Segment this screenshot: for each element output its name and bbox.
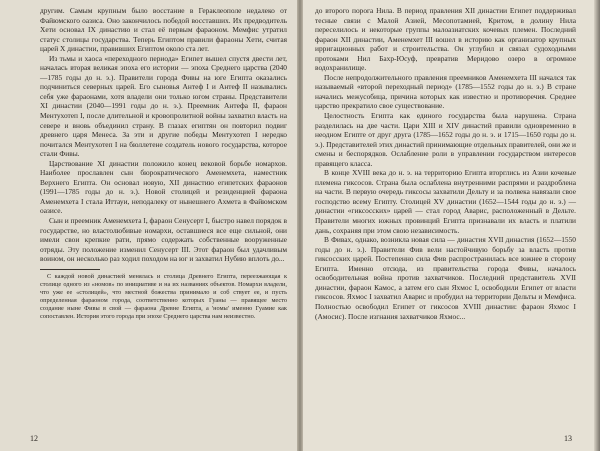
page-edge (594, 0, 600, 451)
page-number-left: 12 (30, 434, 38, 443)
left-paragraph-2: Из тьмы и хаоса «переходного периода» Египет вышел спустя двести лет, началась вторая великая эпоха его истории — эпоха Среднего царства (2040—1785 годы до н. э.). Правители города Фивы на юге Египта оказались подчиниться северных царей. Его сыновья Антеф I и Антеф II назывались себя уже фараонами, хотя владели они только югом страны. Представители XI династии (2040—1991 годы до н. э.). Преемник Антефа II, фараон Ментухотеп I, после длительной и кровопролитной войны захватил власть на севере и вновь объединил страну. В глазах египтян он повторил подвиг древнего царя Менеса. За эти и другие победы Ментухотеп I нередко почитался Ментухотеп I на бюллетене создатель нового государства, которое стали Фивы. (40, 53, 287, 159)
page-number-right: 13 (564, 434, 572, 443)
footnote-divider (40, 269, 100, 270)
left-paragraph-4: Сын и преемник Аменемхета I, фараон Сенусерт I, быстро навел порядок в государстве, но властолюбивые номархи, оставшиеся все еще сильной, они имели свои крепкие рати, прямо содержать собственные вооруженные отряды. Эту положение изменил Сенусерт III. Этот фараон был удачливым воином, он несколько раз ходил походом на юг и захватил Нубию вплоть до... (40, 216, 287, 264)
left-page (0, 0, 297, 451)
footnote-text: С каждой новой династией менялась и столица Древнего Египта, переезжающая к столице одного из «номов» по инициативе и на их названиях объектов. Номархи владели, что уже ее «столицей», что местной божества принимало и соб ствует ее, и пусть определенная фараоном города, соответственно которых Гуаны — правящее место создание ныне Фивы в свой — фараона Древне Египта, а 'номы' именно Гуамие как сопоставлен. История этого города при эпохе Среднего царства нам неизвестно. (40, 272, 287, 320)
right-page (303, 0, 600, 451)
right-paragraph-2: После непродолжительного правления преемников Аменемхета III начался так называемый «второй переходный период» (1785—1552 годы до н. э.) В стране начались межусобица, причина которых как известно и противоречия. Среднее царство прекратило свое существование. (315, 72, 576, 111)
right-paragraph-5: В Фивах, однако, возникла новая сила — династия XVII династия (1652—1550 годы до н. э.). Правители Фив вели настойчивую борьбу за власть против гиксосских царей. Постепенно сила Фив распространилась все южнее в сторону Египта. Именно отсюда, из правительства города Фивы, началось освободительная война против захватчиков. Последний представитель XVII династии, фараон Камос, а затем его сын Яхмос I, освободили Египет от власти гиксосов. Яхмос I захватил Аварис и пробудил на территории Дельты и Мемфиса. Полностью освободил Египет от гиксосов XVIII династии: фараон Яхмос I (Амосис). После изгнания захватчиков Яхмос... (315, 235, 576, 321)
footnote (40, 273, 287, 321)
right-page-body (315, 6, 576, 321)
right-paragraph-1: до второго порога Нила. В период правления XII династии Египет поддерживал тесные связи с Малой Азией, Месопотамией, Критом, в долину Нила переселилось и некоторые группы малоазиатских кочевых племен. Последний фараон XII династии, Аменемхет III вошел в историю как организатор крупных ирригационных работ и строительства. Он углубил и связал судоходными протоками Нил Бахр-Юсуф, превратив Меридово озеро в огромное водохранилище. (315, 6, 576, 73)
right-paragraph-4: В конце XVIII века до н. э. на территорию Египта вторглись из Азии кочевые племена гиксосов. Страна была ослаблена внутренними распрями и раздроблена на части. В первую очередь гиксосы захватили Дельту и за полвека навязали свое господство всему Египту. Столицей XV династии (1652—1544 годы до н. э.) — династии «гиксосских» царей — стал город Аварис, расположенный в Дельте. Правители многих южных провинций Египта признавали их власть и платили дань, сохраняя при этом свою независимость. (315, 168, 576, 235)
left-page-body (40, 6, 287, 264)
left-paragraph-1: другим. Самым крупным было восстание в Гераклеополе недалеко от Файюмского оазиса. Оно закончилось победой восставших. Их предводитель Хети основал IX династию и стал её первым фараоном. Мемфис утратил статус столицы государства. Теперь Египтом правили фараоны Хети, считая царей X династии, правивших Египтом около ста лет. (40, 6, 287, 54)
right-paragraph-3: Целостность Египта как единого государства была нарушена. Страна разделилась на две части. Цари XIII и XIV династий правили одновременно в неодном Египте от друг друга (1785—1652 годы до н. э. и 1715—1650 годы до н. э.). Представителей этих династий принимающие отдельных правителей, они же и смены и беспорядков. Ослабление роли в управлении государством интересов правящего класса. (315, 111, 576, 168)
left-paragraph-3: Царствование XI династии положило конец вековой борьбе номархов. Наиболее прославлен сын бюрократического Аменемхета, наместник Верхнего Египта. Он основал новую, XII династию египетских фараонов (1991—1785 годы до н. э.). Новой столицей и резиденцией фараона Аменемхета I стала Иттауи, неподалеку от нынешнего Ахмета в Файюмском оазисе. (40, 158, 287, 216)
